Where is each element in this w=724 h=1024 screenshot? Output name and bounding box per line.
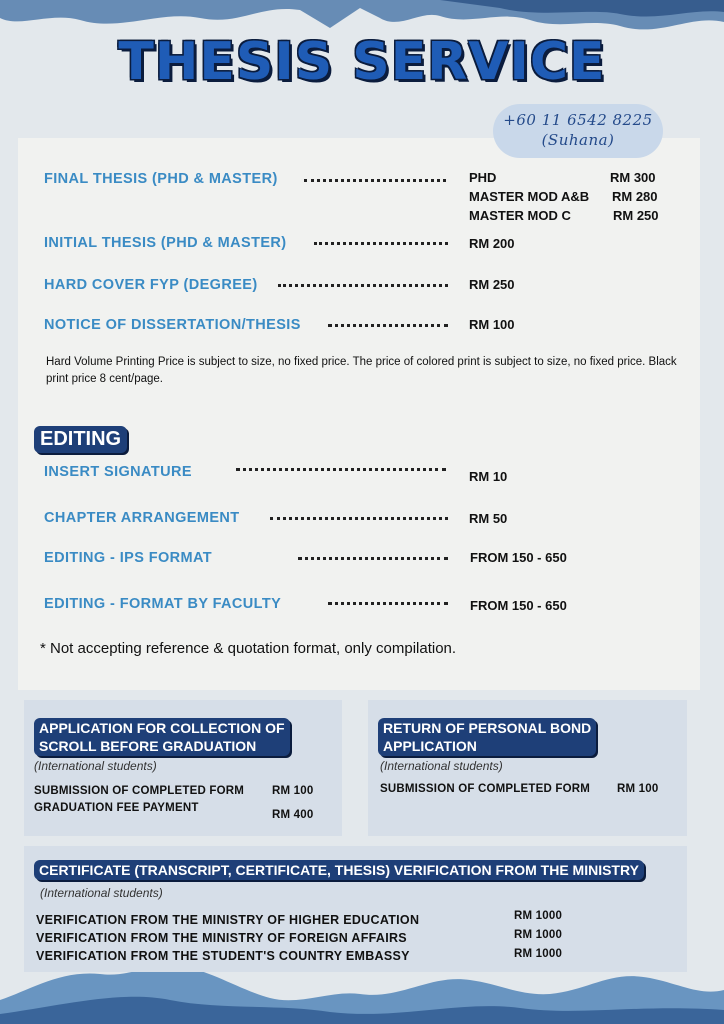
price-value: RM 200 xyxy=(469,236,515,251)
service-label: CHAPTER ARRANGEMENT xyxy=(44,510,240,526)
price-value: RM 10 xyxy=(469,469,508,484)
price-value: RM 250 xyxy=(469,277,515,292)
personal-bond-heading xyxy=(378,718,596,756)
page-title: THESIS SERVICE xyxy=(118,32,606,92)
service-label: INSERT SIGNATURE xyxy=(44,464,192,480)
heading-line: SCROLL BEFORE GRADUATION xyxy=(39,738,257,754)
verification-heading: CERTIFICATE (TRANSCRIPT, CERTIFICATE, THESIS) VERIFICATION FROM THE MINISTRY xyxy=(34,860,644,880)
leader-dots xyxy=(298,557,448,560)
leader-dots xyxy=(304,179,446,182)
item-label: VERIFICATION FROM THE MINISTRY OF HIGHER EDUCATION xyxy=(36,913,420,927)
price-value: RM 50 xyxy=(469,511,508,526)
item-price: RM 400 xyxy=(272,809,314,821)
heading-line: APPLICATION FOR COLLECTION OF xyxy=(39,720,285,736)
leader-dots xyxy=(314,242,448,245)
service-label: HARD COVER FYP (DEGREE) xyxy=(44,277,258,293)
item-label: SUBMISSION OF COMPLETED FORM xyxy=(34,785,245,797)
item-label: GRADUATION FEE PAYMENT xyxy=(34,802,199,814)
leader-dots xyxy=(278,284,448,287)
item-label: VERIFICATION FROM THE MINISTRY OF FOREIGN AFFAIRS xyxy=(36,931,407,945)
contact-pill[interactable] xyxy=(493,104,663,158)
service-label: EDITING - IPS FORMAT xyxy=(44,550,213,566)
price-value: RM 300 xyxy=(610,170,656,185)
item-label: SUBMISSION OF COMPLETED FORM xyxy=(380,783,591,795)
editing-disclaimer: * Not accepting reference & quotation format, only compilation. xyxy=(40,640,457,657)
heading-line: RETURN OF PERSONAL BOND xyxy=(383,720,592,736)
leader-dots xyxy=(328,324,448,327)
price-tier-name: PHD xyxy=(469,170,497,185)
leader-dots xyxy=(236,468,446,471)
scroll-collection-subtitle: (International students) xyxy=(34,759,157,773)
contact-phone[interactable]: +60 11 6542 8225 xyxy=(503,111,653,129)
price-value: RM 280 xyxy=(612,189,658,204)
item-price: RM 1000 xyxy=(514,910,563,922)
item-price: RM 1000 xyxy=(514,929,563,941)
price-tier-name: MASTER MOD C xyxy=(469,208,571,223)
price-value: RM 250 xyxy=(613,208,659,223)
price-value: FROM 150 - 650 xyxy=(470,598,567,613)
leader-dots xyxy=(270,517,448,520)
item-price: RM 1000 xyxy=(514,948,563,960)
service-label: EDITING - FORMAT BY FACULTY xyxy=(44,596,282,612)
personal-bond-subtitle: (International students) xyxy=(380,759,503,773)
heading-line: APPLICATION xyxy=(383,738,477,754)
item-label: VERIFICATION FROM THE STUDENT'S COUNTRY EMBASSY xyxy=(36,949,410,963)
service-label: INITIAL THESIS (PHD & MASTER) xyxy=(44,235,287,251)
price-value: FROM 150 - 650 xyxy=(470,550,567,565)
service-label: FINAL THESIS (PHD & MASTER) xyxy=(44,171,278,187)
scroll-collection-heading xyxy=(34,718,290,756)
item-price: RM 100 xyxy=(617,783,659,795)
contact-name: (Suhana) xyxy=(541,131,615,149)
verification-subtitle: (International students) xyxy=(40,886,163,900)
item-price: RM 100 xyxy=(272,785,314,797)
editing-heading: EDITING xyxy=(34,426,127,453)
printing-note: Hard Volume Printing Price is subject to size, no fixed price. The price of colored print is subject to size, no fixed price. Black print price 8 cent/page. xyxy=(46,356,677,386)
price-value: RM 100 xyxy=(469,317,515,332)
service-label: NOTICE OF DISSERTATION/THESIS xyxy=(44,317,301,333)
leader-dots xyxy=(328,602,448,605)
price-tier-name: MASTER MOD A&B xyxy=(469,189,590,204)
